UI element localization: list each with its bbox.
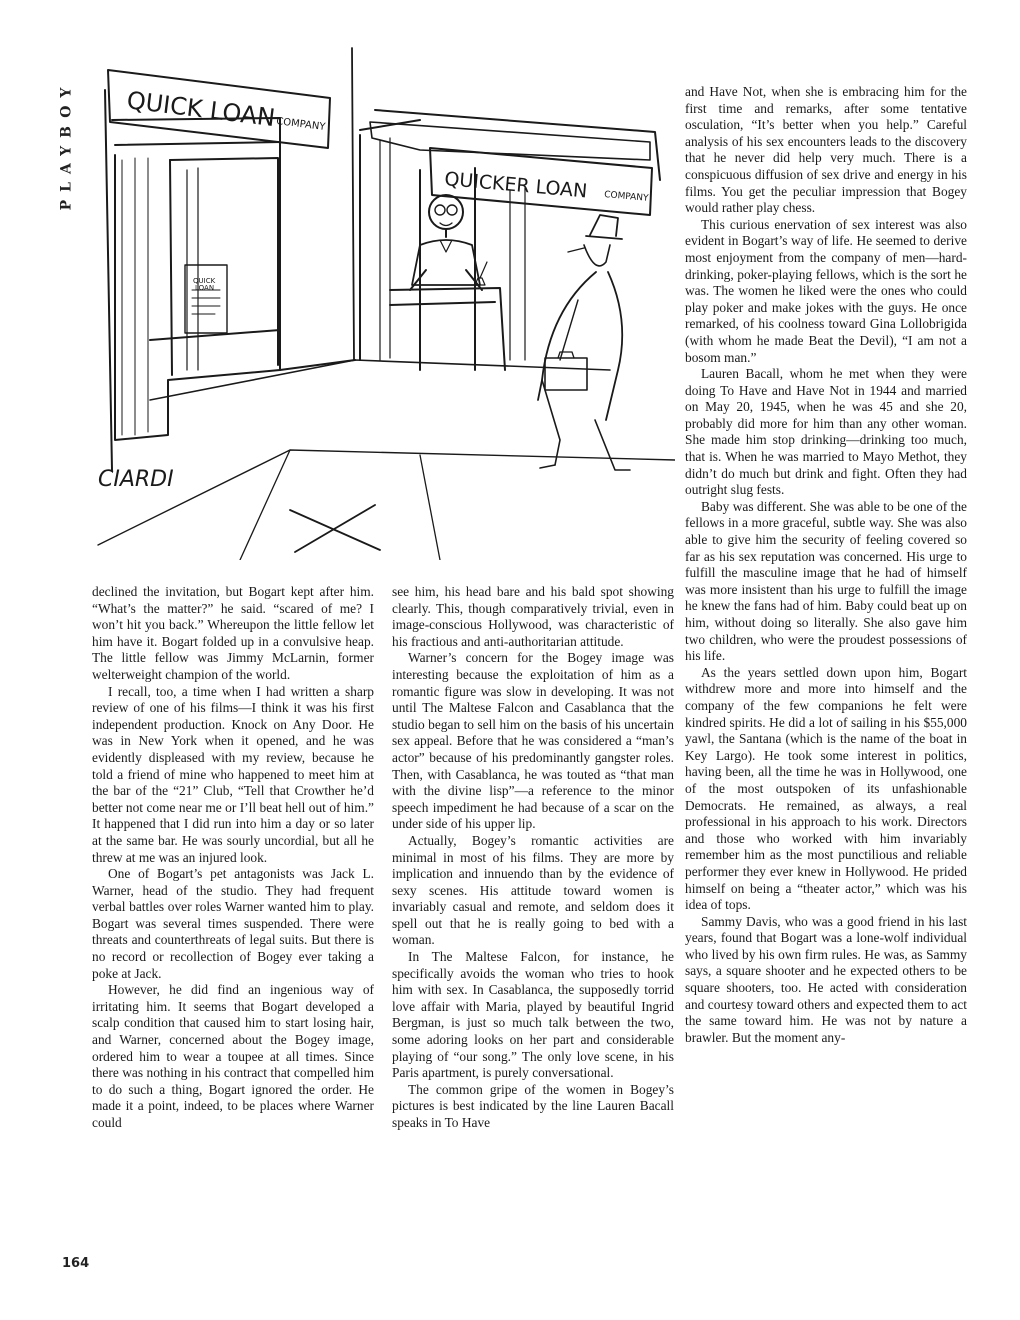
magazine-name-text: PLAYBOY	[58, 79, 74, 211]
paragraph: As the years settled down upon him, Bogart withdrew more and more into himself and the company of the few companions he felt were kindred spirits. He did a lot of sailing in his $55,000 yawl, the Santana (which is the name of the boat in Key Largo). He took some interest in politics, having been, all the time he was in Hollywood, one of the most outspoken of its unfashionable Democrats. He remained, as always, a real professional in his approach to his work. Directors and those who worked with him invariably remember him as the most punctilious and reliable performer they ever knew in Hollywood. He prided himself on being a “theater actor,” which was his idea of tops.	[685, 664, 967, 913]
paragraph: However, he did find an ingenious way of irritating him. It seems that Bogart developed a scalp condition that caused him to start losing hair, and Warner, concerned about the Bogey image, ordered him to wear a toupee at all times. Since there was nothing in his contract that compelled him to do such a thing, Bogart ignored the order. He made it a point, indeed, to be places where Warner could	[92, 982, 374, 1130]
sign-left-text: QUICK LOAN	[125, 86, 277, 133]
paragraph: This curious enervation of sex interest was also evident in Bogart’s way of life. He seemed to derive most enjoyment from the company of men—hard-drinking, poker-playing fellows, which is the sort he was. The women he liked were the ones who could play poker and make jokes with the guys. He once remarked, of his coolness toward Gina Lollobrigida (with whom he made Beat the Devil), “I am not a bosom man.”	[685, 216, 967, 365]
window-card-line2: LOAN	[195, 284, 215, 292]
page-number: 164	[62, 1256, 90, 1271]
paragraph: Warner’s concern for the Bogey image was interesting because the exploitation of him as a romantic figure was slow in developing. It was not until The Maltese Falcon and Casablanca that the studio began to sell him on the basis of his uncertain sex appeal. Before that he was considered a “man’s actor” because of his predominantly gangster roles. Then, with Casablanca, he was touted as “that man with the divine lisp”—a reference to the minor speech impediment he had because of a scar on the under side of his upper lip.	[392, 650, 674, 832]
paragraph: The common gripe of the women in Bogey’s pictures is best indicated by the line Lauren Bacall speaks in To Have	[392, 1081, 674, 1130]
paragraph: declined the invitation, but Bogart kept after him. “What’s the matter?” he said. “scared of me? I won’t hit you back.” Whereupon the little fellow let him have it. Bogart folded up in a convulsive heap. The little fellow was Jimmy McLarnin, former welterweight champion of the world.	[92, 584, 374, 682]
sign-right-text: QUICKER LOAN	[443, 168, 589, 203]
paragraph: Baby was different. She was able to be one of the fellows in a more graceful, subtle way. She was also able to give him the security of feeling covered so far as his sex reputation was concerned. His urge to fulfill the masculine image that he had of himself was more insistent than his urge to fulfill the image he knew the fans had of him. Baby could beat up on him, without doing so literally. She also gave him two children, who were the proudest possessions of his life.	[685, 498, 967, 664]
paragraph: and Have Not, when she is embracing him for the first time and remarks, after some tentative osculation, “It’s better when you help.” Careful analysis of his sex encounters leads to the discovery that he never did help very much. There is a conspicuous diffusion of sex drive and energy in his films. You get the peculiar impression that Bogey would rather play chess.	[685, 84, 967, 216]
paragraph: Lauren Bacall, whom he met when they were doing To Have and Have Not in 1944 and married on May 20, 1945, when he was 45 and she 20, probably did more for him than any other woman. She made him stop drinking—drinking too much, that is. When he was married to Mayo Methot, they didn’t do much but drink and fight. Often they had outright slug fests.	[685, 366, 967, 498]
paragraph: see him, his head bare and his bald spot showing clearly. This, though comparatively trivial, even in image-conscious Hollywood, was characteristic of his fractious and anti-authoritarian attitude.	[392, 584, 674, 649]
article-column-3	[685, 84, 967, 1046]
cartoon-drawing	[90, 40, 675, 560]
paragraph: Actually, Bogey’s romantic activities are minimal in most of his films. They are more by implication and innuendo than by the evidence of sexy scenes. His attitude toward women is invariably casual and remote, and seldom does it spell out that he is really going to bed with a woman.	[392, 832, 674, 948]
sign-left-small-text: COMPANY	[275, 116, 326, 133]
article-column-1	[92, 584, 374, 1132]
paragraph: In The Maltese Falcon, for instance, he specifically avoids the woman who tries to hook him with sex. In Casablanca, the supposedly torrid love affair with Maria, played by beautiful Ingrid Bergman, is just so much talk between the two, some adoring looks on her part and considerable playing of “our song.” The only love scene, in his Paris apartment, is purely conversational.	[392, 949, 674, 1081]
artist-signature: CIARDI	[98, 467, 174, 492]
cartoon-illustration	[90, 40, 675, 560]
paragraph: I recall, too, a time when I had written a sharp review of one of his films—I think it was his first independent production. Knock on Any Door. He was in New York when it opened, and he was evidently displeased with my review, because he told a friend of mine who happened to meet him at the bar of the “21” Club, “Tell that Crowther he’d better not come near me or I’ll beat hell out of him.” It happened that I did run into him a day or so later at the same bar. He was sourly uncordial, but all he threw at me was an injured look.	[92, 683, 374, 865]
article-column-2	[392, 584, 674, 1132]
paragraph: Sammy Davis, who was a good friend in his last years, found that Bogart was a lone-wolf individual who lived by his own firm rules. He was, as Sammy says, a square shooter and he expected others to be square shooters, too. He acted with consideration and courtesy toward others and expected them to act the same toward him. He was not by nature a brawler. But the moment any-	[685, 913, 967, 1045]
sign-right-small-text: COMPANY	[603, 190, 649, 204]
magazine-name	[52, 60, 80, 230]
window-card-line1: QUICK	[193, 277, 216, 285]
paragraph: One of Bogart’s pet antagonists was Jack L. Warner, head of the studio. They had frequent verbal battles over roles Warner wanted him to play. Bogart was several times suspended. There were threats and counterthreats of legal suits. But there is no record or recollection of Bogey ever taking a poke at Jack.	[92, 866, 374, 981]
